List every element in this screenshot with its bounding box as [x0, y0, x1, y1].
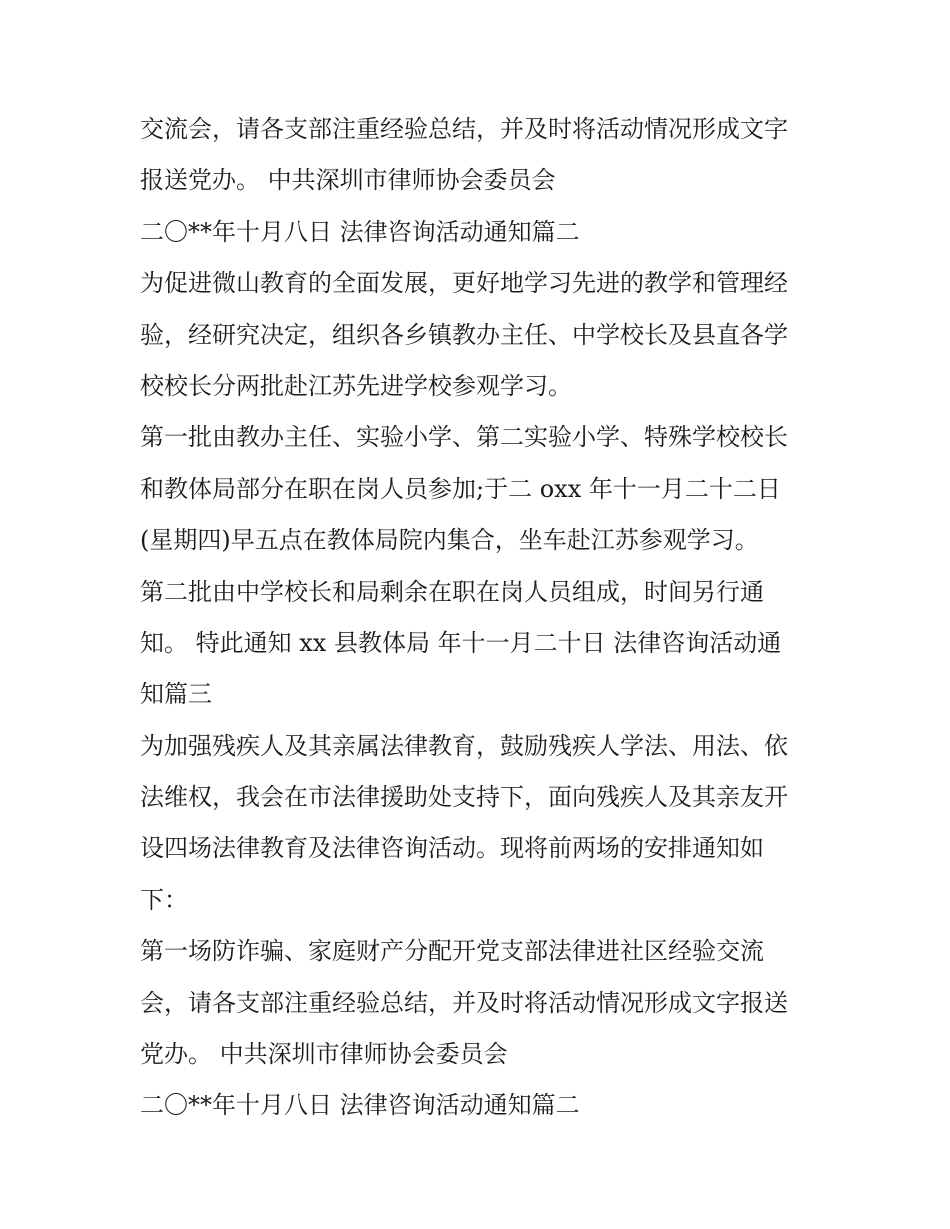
text-line: 党办。 中共深圳市律师协会委员会: [140, 1040, 508, 1069]
text-line: 验，经研究决定，组织各乡镇教办主任、中学校长及县直各学: [140, 320, 788, 349]
text-line: 为加强残疾人及其亲属法律教育，鼓励残疾人学法、用法、依: [140, 731, 788, 760]
text-line: 和教体局部分在职在岗人员参加;于二 oxx 年十一月二十二日: [140, 474, 781, 503]
text-line: 下：: [140, 885, 188, 914]
text-line: 交流会，请各支部注重经验总结，并及时将活动情况形成文字: [140, 115, 788, 143]
text-line: 知篇三: [140, 680, 212, 709]
text-line: 为促进微山教育的全面发展，更好地学习先进的教学和管理经: [140, 269, 788, 298]
text-line: 校校长分两批赴江苏先进学校参观学习。: [140, 371, 572, 400]
text-line: 二〇**年十月八日 法律咨询活动通知篇二: [140, 217, 580, 246]
text-line: 第一批由教办主任、实验小学、第二实验小学、特殊学校校长: [140, 423, 788, 452]
text-line: 二〇**年十月八日 法律咨询活动通知篇二: [140, 1091, 580, 1120]
text-line: 第二批由中学校长和局剩余在职在岗人员组成，时间另行通: [140, 577, 764, 606]
text-line: 第一场防诈骗、家庭财产分配开党支部法律进社区经验交流: [140, 937, 764, 966]
text-line: (星期四)早五点在教体局院内集合，坐车赴江苏参观学习。: [140, 526, 759, 555]
text-line: 报送党办。 中共深圳市律师协会委员会: [140, 166, 556, 195]
document-body: [140, 104, 830, 1132]
text-line: 设四场法律教育及法律咨询活动。现将前两场的安排通知如: [140, 834, 764, 863]
text-line: 法维权，我会在市法律援助处支持下，面向残疾人及其亲友开: [140, 783, 788, 812]
text-line: 知。 特此通知 xx 县教体局 年十一月二十日 法律咨询活动通: [140, 628, 782, 657]
text-line: 会，请各支部注重经验总结，并及时将活动情况形成文字报送: [140, 988, 788, 1017]
